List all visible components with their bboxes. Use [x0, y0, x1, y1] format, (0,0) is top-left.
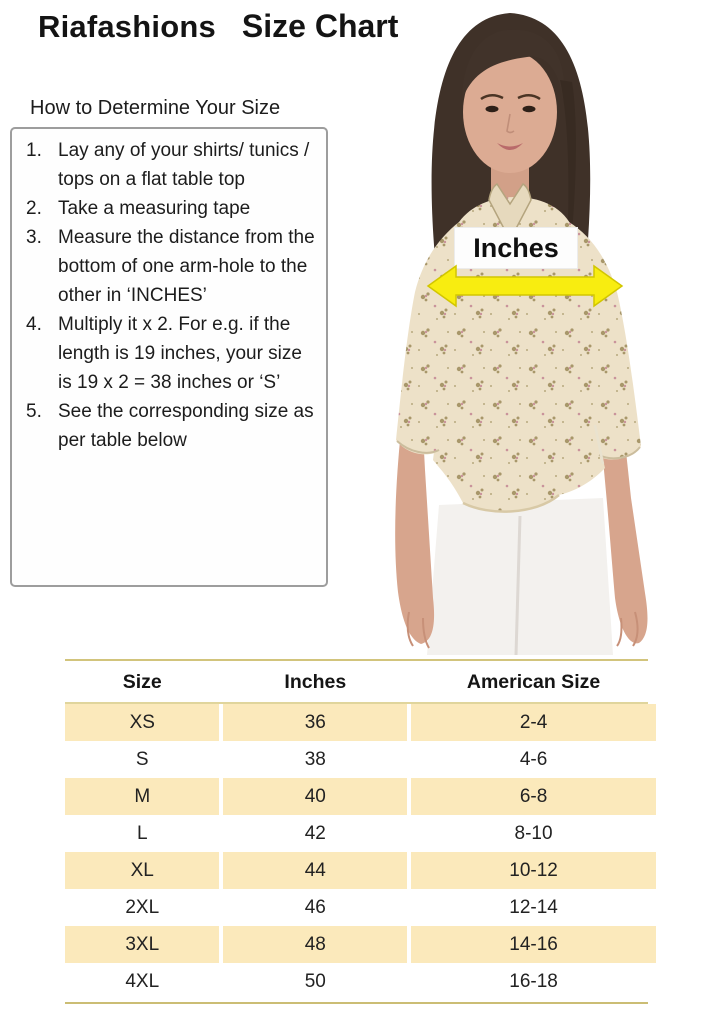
size-cell: M [65, 778, 219, 815]
inches-cell: 36 [223, 704, 407, 741]
size-cell: L [136, 822, 148, 844]
american-size-cell: 8-10 [514, 822, 553, 844]
instruction-item [18, 194, 318, 223]
size-table-header-row [65, 662, 648, 704]
table-row [65, 815, 648, 852]
table-row [65, 926, 648, 963]
instruction-text: See the corresponding size as per table below [58, 401, 314, 451]
instructions-box [10, 127, 328, 587]
american-size-cell: 14-16 [411, 926, 656, 963]
size-cell: XS [65, 704, 219, 741]
american-size-cell: 10-12 [411, 852, 656, 889]
instruction-item [18, 136, 318, 194]
instruction-number: 1. [26, 140, 42, 161]
size-cell: 4XL [125, 970, 160, 992]
instruction-text: Multiply it x 2. For e.g. if the length is 19 inches, your size is 19 x 2 = 38 inches or ‘S’ [58, 314, 302, 393]
eye-left [486, 106, 499, 112]
instruction-text: Lay any of your shirts/ tunics / tops on a flat table top [58, 140, 310, 190]
column-header-american-size: American Size [466, 670, 601, 693]
size-cell: S [135, 748, 149, 770]
inches-cell: 48 [223, 926, 407, 963]
column-header-size: Size [122, 670, 162, 693]
inches-cell: 44 [223, 852, 407, 889]
table-row [65, 704, 648, 741]
page-title-text: Size Chart [241, 8, 399, 44]
model-illustration [379, 0, 709, 655]
table-row [65, 852, 648, 889]
page-title [38, 8, 398, 45]
table-row [65, 963, 648, 1000]
size-cell: 2XL [125, 896, 160, 918]
brand-name: Riafashions [38, 9, 216, 44]
american-size-cell: 16-18 [509, 970, 558, 992]
column-header-inches: Inches [284, 670, 347, 693]
size-cell: XL [65, 852, 219, 889]
size-table [65, 659, 648, 1004]
instruction-item [18, 397, 318, 455]
american-size-cell: 2-4 [411, 704, 656, 741]
inches-overlay-label: Inches [454, 227, 578, 269]
instruction-text: Measure the distance from the bottom of one arm-hole to the other in ‘INCHES’ [58, 227, 315, 306]
instruction-number: 4. [26, 314, 42, 335]
american-size-cell: 6-8 [411, 778, 656, 815]
table-row [65, 741, 648, 778]
table-row [65, 778, 648, 815]
measure-arrow-icon [424, 263, 626, 309]
inches-cell: 46 [304, 896, 326, 918]
size-cell: 3XL [65, 926, 219, 963]
instruction-item [18, 223, 318, 310]
american-size-cell: 12-14 [509, 896, 558, 918]
instruction-number: 2. [26, 198, 42, 219]
table-row [65, 889, 648, 926]
american-size-cell: 4-6 [519, 748, 548, 770]
inches-cell: 38 [304, 748, 326, 770]
instruction-text: Take a measuring tape [58, 198, 251, 219]
instruction-item [18, 310, 318, 397]
instruction-number: 3. [26, 227, 42, 248]
instruction-number: 5. [26, 401, 42, 422]
inches-cell: 50 [304, 970, 326, 992]
arm-left [395, 430, 434, 644]
inches-cell: 42 [304, 822, 326, 844]
model-photo [379, 0, 709, 655]
section-subtitle: How to Determine Your Size [30, 97, 281, 119]
inches-cell: 40 [223, 778, 407, 815]
eye-right [523, 106, 536, 112]
